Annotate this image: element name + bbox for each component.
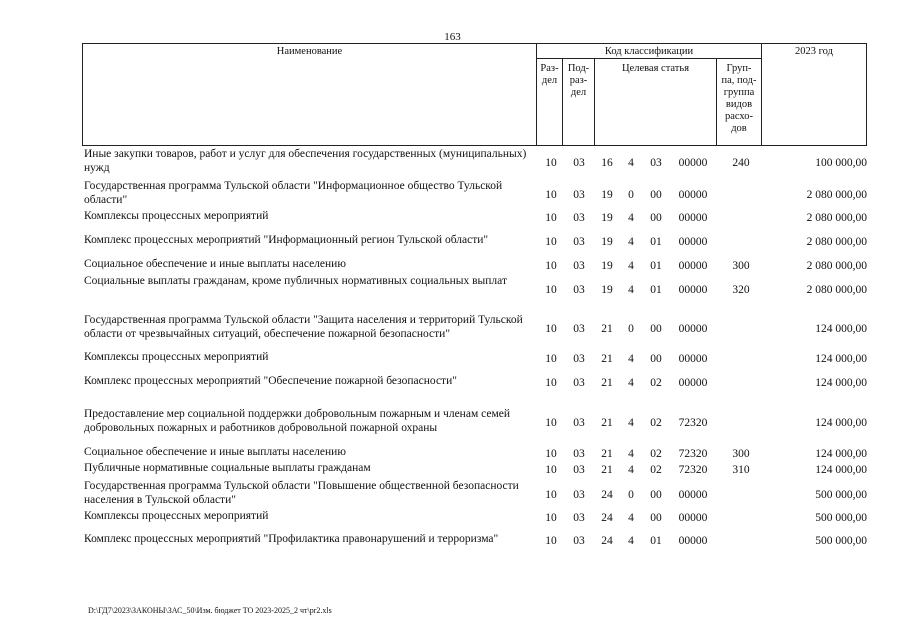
table-row [0,180,905,208]
target-part3-cell: 02 [650,447,662,460]
podrazdel-cell: 03 [573,534,585,547]
header-classification [536,43,762,59]
target-part3-cell: 01 [650,534,662,547]
target-part2-cell: 4 [628,156,634,169]
target-part1-cell: 21 [601,376,613,389]
header-year [761,43,867,146]
table-row [0,351,905,365]
row-name: Государственная программа Тульской области "Повышение общественной безопасности населения в Тульской области" [84,480,519,506]
row-name: Социальное обеспечение и иные выплаты населению [84,446,346,458]
target-part2-cell: 4 [628,235,634,248]
amount-cell: 500 000,00 [815,511,867,524]
target-part3-cell: 02 [650,463,662,476]
target-part4-cell: 00000 [678,283,708,296]
header-razdel-line2: дел [541,75,558,86]
target-part2-cell: 4 [628,447,634,460]
target-part4-cell: 00000 [678,488,708,501]
razdel-cell: 10 [545,156,557,169]
header-target-label: Целевая статья [621,63,690,74]
target-part3-cell: 01 [650,283,662,296]
razdel-cell: 10 [545,188,557,201]
target-part3-cell: 02 [650,376,662,389]
table-row [0,375,905,389]
target-part2-cell: 4 [628,463,634,476]
razdel-cell: 10 [545,322,557,335]
amount-cell: 124 000,00 [815,352,867,365]
table-row [0,258,905,272]
razdel-cell: 10 [545,283,557,296]
target-part3-cell: 00 [650,511,662,524]
amount-cell: 500 000,00 [815,534,867,547]
target-part3-cell: 00 [650,352,662,365]
row-name: Государственная программа Тульской области "Защита населения и территорий Тульской области от чрезвычайных ситуаций, обеспечение пожарной безопасности" [84,314,523,340]
header-razdel [536,58,563,146]
target-part1-cell: 21 [601,447,613,460]
razdel-cell: 10 [545,352,557,365]
group-cell: 300 [732,447,750,460]
header-group-line4: видов [725,99,753,110]
target-part1-cell: 21 [601,416,613,429]
target-part2-cell: 0 [628,488,634,501]
target-part2-cell: 4 [628,352,634,365]
row-name: Предоставление мер социальной поддержки добровольным пожарным и членам семей добровольных пожарных и работников добровольной пожарной охраны [84,408,510,434]
amount-cell: 2 080 000,00 [806,235,867,248]
amount-cell: 124 000,00 [815,463,867,476]
header-razdel-line1: Раз- [540,63,559,74]
target-part1-cell: 24 [601,511,613,524]
target-part1-cell: 21 [601,322,613,335]
razdel-cell: 10 [545,447,557,460]
amount-cell: 124 000,00 [815,416,867,429]
header-podrazdel-line3: дел [570,87,587,98]
row-name: Социальные выплаты гражданам, кроме публичных нормативных социальных выплат [84,275,507,287]
razdel-cell: 10 [545,259,557,272]
target-part1-cell: 21 [601,463,613,476]
target-part1-cell: 19 [601,235,613,248]
podrazdel-cell: 03 [573,188,585,201]
amount-cell: 124 000,00 [815,322,867,335]
target-part1-cell: 24 [601,534,613,547]
target-part2-cell: 4 [628,511,634,524]
amount-cell: 2 080 000,00 [806,283,867,296]
podrazdel-cell: 03 [573,463,585,476]
razdel-cell: 10 [545,235,557,248]
target-part3-cell: 00 [650,322,662,335]
header-group-line3: группа [723,87,755,98]
podrazdel-cell: 03 [573,511,585,524]
header-group-line1: Груп- [726,63,752,74]
razdel-cell: 10 [545,488,557,501]
target-part1-cell: 16 [601,156,613,169]
podrazdel-cell: 03 [573,283,585,296]
target-part4-cell: 00000 [678,511,708,524]
table-row [0,446,905,460]
target-part1-cell: 19 [601,188,613,201]
target-part2-cell: 4 [628,211,634,224]
amount-cell: 124 000,00 [815,376,867,389]
header-group [716,58,762,146]
target-part2-cell: 4 [628,534,634,547]
header-podrazdel-line1: Под- [567,63,590,74]
header-name [82,43,537,146]
target-part1-cell: 24 [601,488,613,501]
header-group-line6: дов [731,123,747,134]
row-name: Комплексы процессных мероприятий [84,210,269,222]
row-name: Публичные нормативные социальные выплаты гражданам [84,462,371,474]
table-row [0,480,905,508]
podrazdel-cell: 03 [573,416,585,429]
row-name: Социальное обеспечение и иные выплаты населению [84,258,346,270]
target-part1-cell: 21 [601,352,613,365]
amount-cell: 2 080 000,00 [806,188,867,201]
file-path-footer: D:\ГД7\2023\ЗАКОНЫ\ЗАС_50\Изм. бюджет ТО 2023-2025_2 чт\pr2.xls [88,606,332,615]
table-row [0,210,905,224]
target-part4-cell: 00000 [678,211,708,224]
target-part2-cell: 4 [628,259,634,272]
header-classification-label: Код классификации [604,46,694,57]
target-part2-cell: 4 [628,283,634,296]
group-cell: 240 [732,156,750,169]
razdel-cell: 10 [545,416,557,429]
amount-cell: 100 000,00 [815,156,867,169]
podrazdel-cell: 03 [573,211,585,224]
group-cell: 310 [732,463,750,476]
target-part4-cell: 00000 [678,376,708,389]
podrazdel-cell: 03 [573,259,585,272]
table-row [0,533,905,547]
razdel-cell: 10 [545,534,557,547]
target-part4-cell: 00000 [678,322,708,335]
podrazdel-cell: 03 [573,235,585,248]
row-name: Иные закупки товаров, работ и услуг для обеспечения государственных (муниципальных) нужд [84,148,527,174]
target-part1-cell: 19 [601,211,613,224]
target-part4-cell: 00000 [678,259,708,272]
podrazdel-cell: 03 [573,488,585,501]
target-part4-cell: 00000 [678,156,708,169]
row-name: Комплексы процессных мероприятий [84,510,269,522]
target-part4-cell: 72320 [678,463,708,476]
podrazdel-cell: 03 [573,352,585,365]
header-name-label: Наименование [276,46,343,57]
target-part3-cell: 00 [650,488,662,501]
podrazdel-cell: 03 [573,447,585,460]
razdel-cell: 10 [545,463,557,476]
amount-cell: 2 080 000,00 [806,259,867,272]
target-part4-cell: 00000 [678,352,708,365]
target-part4-cell: 72320 [678,416,708,429]
row-name: Государственная программа Тульской области "Информационное общество Тульской области" [84,180,503,206]
razdel-cell: 10 [545,211,557,224]
razdel-cell: 10 [545,511,557,524]
target-part3-cell: 02 [650,416,662,429]
target-part4-cell: 72320 [678,447,708,460]
target-part4-cell: 00000 [678,188,708,201]
header-podrazdel [562,58,595,146]
target-part1-cell: 19 [601,259,613,272]
razdel-cell: 10 [545,376,557,389]
table-row [0,275,905,303]
row-name: Комплексы процессных мероприятий [84,351,269,363]
target-part4-cell: 00000 [678,534,708,547]
target-part4-cell: 00000 [678,235,708,248]
table-row [0,408,905,436]
target-part3-cell: 01 [650,235,662,248]
amount-cell: 2 080 000,00 [806,211,867,224]
header-podrazdel-line2: раз- [569,75,588,86]
amount-cell: 124 000,00 [815,447,867,460]
page-number: 163 [444,31,461,43]
target-part2-cell: 4 [628,376,634,389]
group-cell: 320 [732,283,750,296]
podrazdel-cell: 03 [573,322,585,335]
target-part2-cell: 0 [628,322,634,335]
table-row [0,234,905,248]
table-row [0,510,905,524]
table-row [0,462,905,476]
table-row [0,148,905,176]
header-group-line5: расхо- [724,111,754,122]
amount-cell: 500 000,00 [815,488,867,501]
target-part3-cell: 03 [650,156,662,169]
target-part1-cell: 19 [601,283,613,296]
target-part2-cell: 0 [628,188,634,201]
target-part3-cell: 01 [650,259,662,272]
group-cell: 300 [732,259,750,272]
header-year-label: 2023 год [795,46,833,57]
header-target [594,58,717,146]
row-name: Комплекс процессных мероприятий "Обеспечение пожарной безопасности" [84,375,457,387]
row-name: Комплекс процессных мероприятий "Информационный регион Тульской области" [84,234,489,246]
row-name: Комплекс процессных мероприятий "Профилактика правонарушений и терроризма" [84,533,499,545]
header-group-line2: па, под- [721,75,757,86]
target-part3-cell: 00 [650,211,662,224]
target-part3-cell: 00 [650,188,662,201]
podrazdel-cell: 03 [573,156,585,169]
target-part2-cell: 4 [628,416,634,429]
podrazdel-cell: 03 [573,376,585,389]
table-row [0,314,905,342]
